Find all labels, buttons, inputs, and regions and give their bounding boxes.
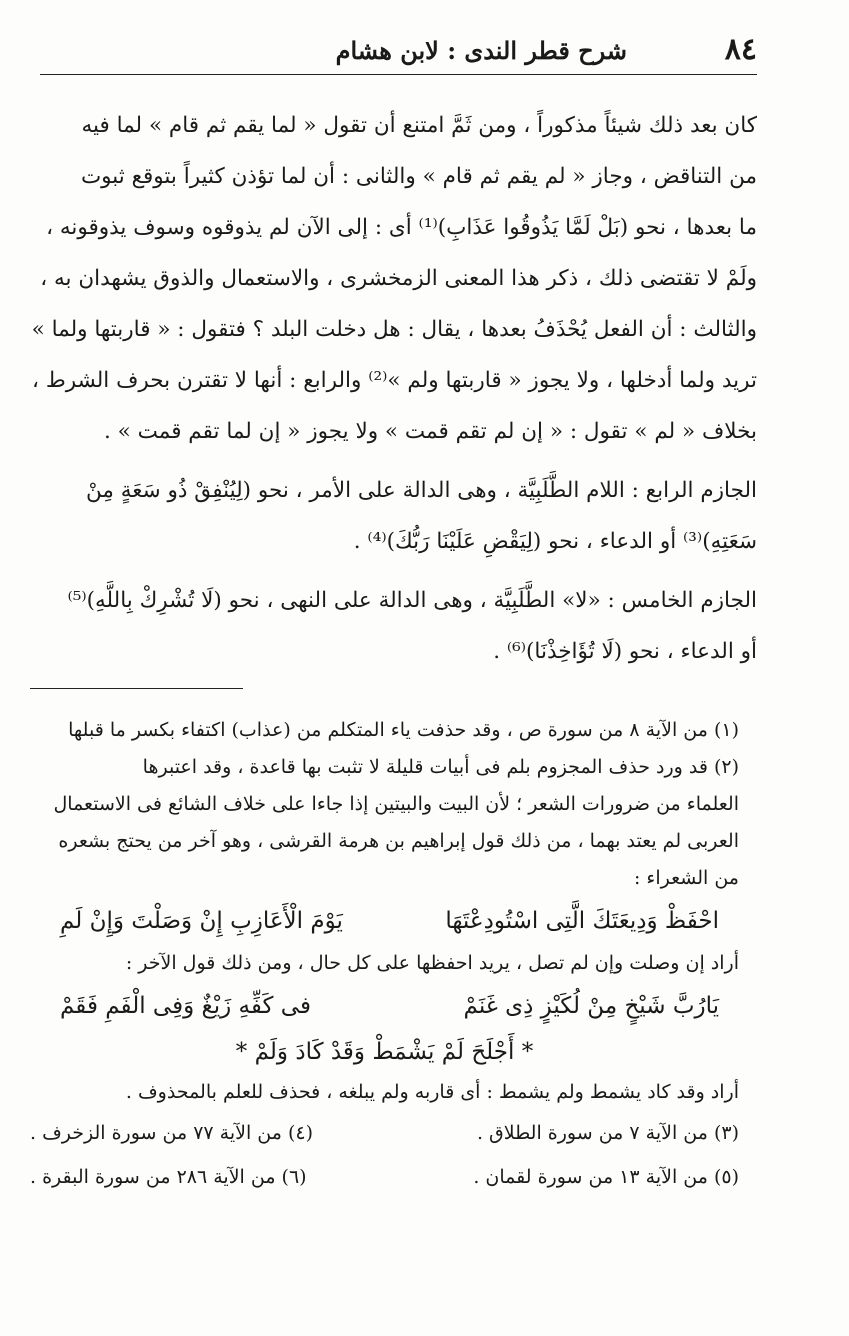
paragraph-line: الجازم الخامس : «لا» الطَّلَبِيَّة ، وهى الدالة على النهى ، نحو (لَا تُشْرِكْ بِاللَّهِ)⁽⁵⁾ [67,588,757,613]
verse-1-explanation: أراد إن وصلت وإن لم تصل ، يريد احفظها على كل حال ، ومن ذلك قول الآخر : [125,952,739,974]
paragraph-line: سَعَتِهِ)⁽³⁾ أو الدعاء ، نحو (لِيَقْضِ عَلَيْنَا رَبُّكَ)⁽⁴⁾ . [353,529,757,554]
paragraph-line: الجازم الرابع : اللام الطَّلَبِيَّة ، وهى الدالة على الأمر ، نحو (لِيُنْفِقْ ذُو سَعَةٍ مِنْ [86,478,757,503]
body-line: تريد ولما أدخلها ، ولا يجوز « قاربتها ولم »⁽²⁾ والرابع : أنها لا تقترن بحرف الشرط ، [32,368,757,393]
verse-2-last: * أَجْلَحَ لَمْ يَشْمَطْ وَقَدْ كَادَ وَلَمْ * [235,1039,534,1065]
body-line: والثالث : أن الفعل يُحْذَفُ بعدها ، يقال : هل دخلت البلد ؟ فتقول : « قاربتها ولما » [31,317,757,342]
footnote-2-line: العربى لم يعتد بهما ، من ذلك قول إبراهيم بن هرمة القرشى ، وهو آخر من يحتج بشعره [58,830,739,852]
verse-hemistich: يَارُبَّ شَيْخٍ مِنْ لُكَيْزٍ ذِى غَنَمْ [463,993,719,1019]
body-line: من التناقض ، وجاز « لم يقم ثم قام » والثانى : أن لما تؤذن كثيراً بتوقع ثبوت [80,164,757,189]
verse-hemistich: يَوْمَ الْأَعَازِبِ إِنْ وَصَلْتَ وَإِنْ لَمِ [60,908,343,934]
footnote-row [30,1111,739,1155]
page-number: ٨٤ [724,32,757,67]
verse-1 [30,897,739,945]
footnote-5: (٥) من الآية ١٣ من سورة لقمان . [473,1166,739,1188]
footnote-separator [30,688,243,689]
running-title: شرح قطر الندى : لابن هشام [335,36,627,65]
footnote-row [30,1155,739,1199]
footnote-1: (١) من الآية ٨ من سورة ص ، وقد حذفت ياء المتكلم من (عذاب) اكتفاء بكسر ما قبلها [68,719,739,741]
body-line: ما بعدها ، نحو (بَلْ لَمَّا يَذُوقُوا عَذَابِ)⁽¹⁾ أى : إلى الآن لم يذوقوه وسوف يذوقونه ، [46,215,757,240]
body-line: كان بعد ذلك شيئاً مذكوراً ، ومن ثَمَّ امتنع أن تقول « لما يقم ثم قام » لما فيه [81,113,757,138]
footnote-2-line: من الشعراء : [633,867,739,889]
page-header [40,28,757,75]
footnotes [30,712,739,1199]
footnote-2-line: العلماء من ضرورات الشعر ؛ لأن البيت والبيتين إذا جاءا على خلاف الشائع فى الاستعمال [53,793,739,815]
verse-hemistich: فى كَفِّهِ زَيْغٌ وَفِى الْفَمِ فَقَمْ [60,993,311,1019]
verse-2 [30,982,739,1030]
paragraph-line: أو الدعاء ، نحو (لَا تُؤَاخِذْنَا)⁽⁶⁾ . [493,639,757,664]
verse-hemistich: احْفَظْ وَدِيعَتَكَ الَّتِى اسْتُودِعْتَهَا [445,908,719,934]
verse-2-explanation: أراد وقد كاد يشمط ولم يشمط : أى قاربه ولم يبلغه ، فحذف للعلم بالمحذوف . [125,1081,739,1103]
footnote-3: (٣) من الآية ٧ من سورة الطلاق . [476,1122,739,1144]
footnote-4: (٤) من الآية ٧٧ من سورة الزخرف . [30,1122,314,1144]
footnote-6: (٦) من الآية ٢٨٦ من سورة البقرة . [30,1166,307,1188]
body-line: بخلاف « لم » تقول : « إن لم تقم قمت » ولا يجوز « إن لما تقم قمت » . [104,419,757,444]
body-line: ولَمْ لا تقتضى ذلك ، ذكر هذا المعنى الزمخشرى ، والاستعمال والذوق يشهدان به ، [40,266,757,291]
footnote-2-line: (٢) قد ورد حذف المجزوم بلم فى أبيات قليلة لا تثبت بها قاعدة ، وقد اعتبرها [142,756,739,778]
main-text [30,100,757,677]
